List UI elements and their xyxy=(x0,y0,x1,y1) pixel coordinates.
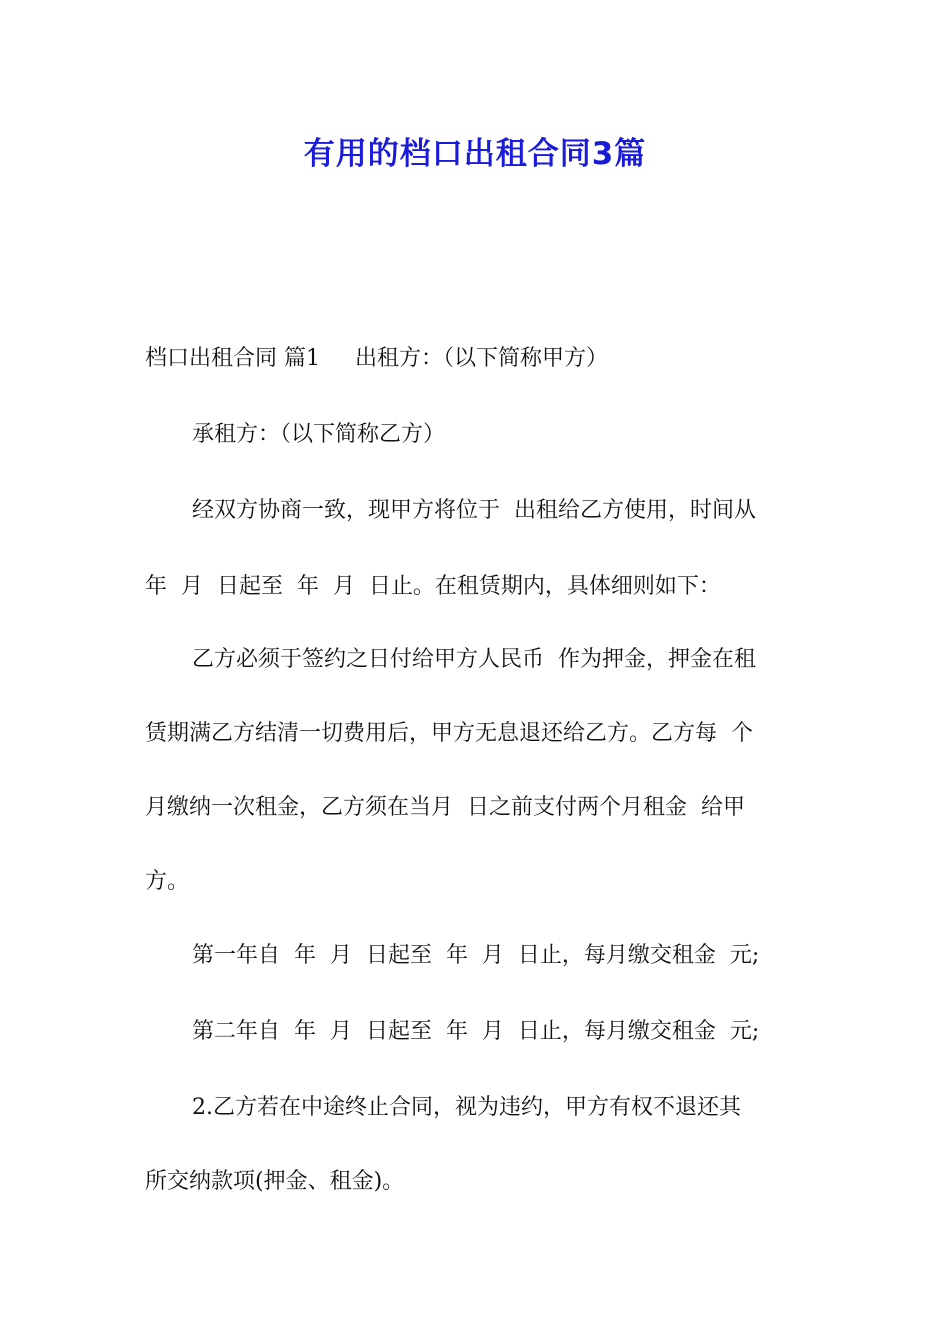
paragraph-line: 2.乙方若在中途终止合同，视为违约，甲方有权不退还其 xyxy=(192,1095,741,1120)
paragraph-line: 方。 xyxy=(145,869,190,894)
paragraph-line: 第二年自 年 月 日起至 年 月 日止，每月缴交租金 元; xyxy=(192,1019,760,1044)
paragraph-line: 所交纳款项(押金、租金)。 xyxy=(145,1169,405,1194)
paragraph-line: 年 月 日起至 年 月 日止。在租赁期内，具体细则如下： xyxy=(145,574,721,599)
paragraph-line: 月缴纳一次租金，乙方须在当月 日之前支付两个月租金 给甲 xyxy=(145,795,745,820)
paragraph-line: 经双方协商一致，现甲方将位于 出租给乙方使用，时间从 xyxy=(192,498,756,523)
document-title: 有用的档口出租合同3篇 xyxy=(303,136,647,172)
paragraph-line: 乙方必须于签约之日付给甲方人民币 作为押金，押金在租 xyxy=(192,647,756,672)
paragraph-line: 赁期满乙方结清一切费用后，甲方无息退还给乙方。乙方每 个 xyxy=(145,721,753,746)
paragraph-line: 第一年自 年 月 日起至 年 月 日止，每月缴交租金 元; xyxy=(192,943,760,968)
contract-heading-line: 档口出租合同 篇1 出租方：（以下简称甲方） xyxy=(145,346,608,371)
lessee-line: 承租方：（以下简称乙方） xyxy=(192,422,446,447)
